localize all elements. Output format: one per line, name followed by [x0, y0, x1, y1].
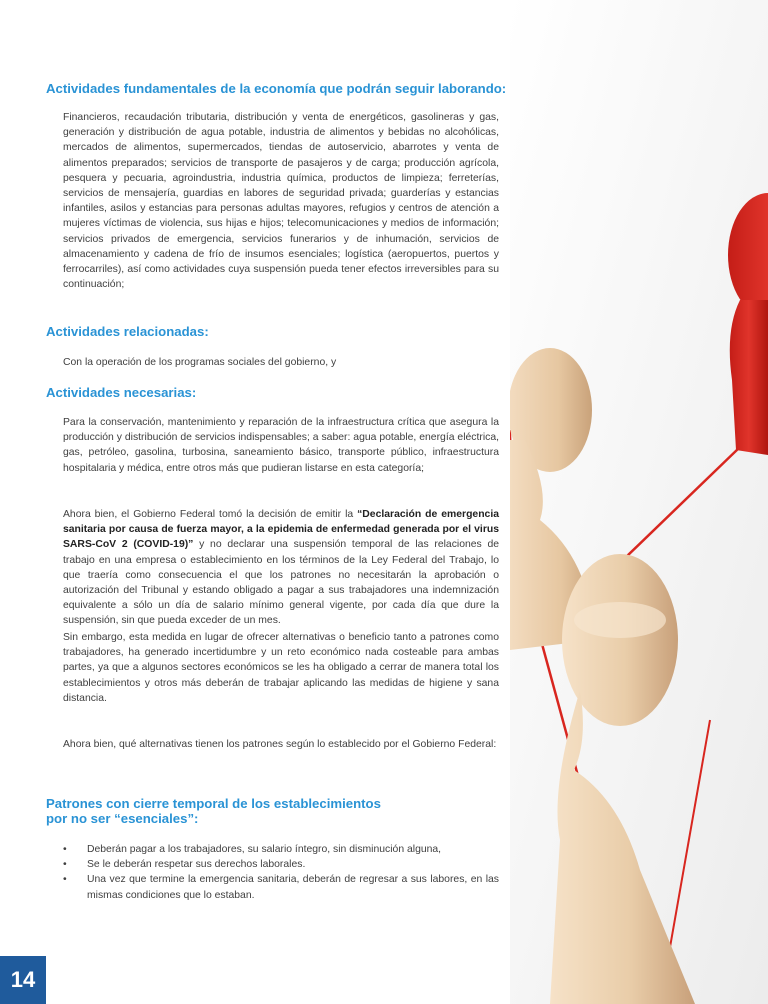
bullet-list-cierre — [63, 842, 499, 903]
figures-illustration — [510, 0, 768, 1004]
heading-actividades-fundamentales: Actividades fundamentales de la economía que podrán seguir laborando: — [46, 81, 507, 96]
declaracion-title: “Declaración de emergencia sanitaria por causa de fuerza mayor, a la epidemia de enfermedad generada por el virus SARS-CoV 2 (COVID-19)” — [63, 509, 499, 551]
network-figures-photo — [510, 0, 768, 1004]
page-number: 14 — [10, 967, 36, 992]
heading-patrones-cierre-line2: por no ser “esenciales”: — [46, 811, 199, 826]
heading-patrones-cierre — [46, 796, 486, 826]
declaracion-intro: Ahora bien, el Gobierno Federal tomó la decisión de emitir la — [63, 509, 358, 520]
list-item-text: Deberán pagar a los trabajadores, su salario íntegro, sin disminución alguna, — [87, 844, 442, 855]
photo-background — [510, 0, 768, 1004]
heading-actividades-necesarias: Actividades necesarias: — [46, 385, 197, 400]
paragraph-declaracion — [63, 507, 499, 629]
heading-patrones-cierre-line1: Patrones con cierre temporal de los establecimientos — [46, 796, 381, 811]
paragraph-actividades-fundamentales: Financieros, recaudación tributaria, distribución y venta de energéticos, gasolineras y gas, generación y distribución de agua potable, industria de alimentos y bebidas no alcohólicas, mercados de alimentos, supermercados, tiendas de autoservicio, abarrotes y venta de alimentos preparados; servicios de transporte de pasajeros y de carga; producción agrícola, pesquera y pecuaria, agroindustria, industria química, productos de limpieza; ferreterías, servicios de mensajería, guardias en labores de seguridad privada; guarderías y estancias infantiles, asilos y estancias para personas adultas mayores, refugios y centros de atención a mujeres víctimas de violencia, sus hijas e hijos; telecomunicaciones y medios de información; servicios privados de emergencia, servicios funerarios y de inhumación, servicios de almacenamiento y cadena de frío de insumos esenciales; logística (aeropuertos, puertos y ferrocarriles), así como actividades cuya suspensión pueda tener efectos irreversibles para su continuación; — [63, 112, 499, 291]
bullet-icon: • — [63, 874, 67, 886]
list-item — [63, 857, 499, 872]
list-item — [63, 872, 499, 902]
list-item — [63, 842, 499, 857]
bullet-icon: • — [63, 844, 67, 855]
list-item-text: Se le deberán respetar sus derechos laborales. — [87, 859, 306, 871]
paragraph-actividades-necesarias: Para la conservación, mantenimiento y reparación de la infraestructura crítica que asegura la producción y distribución de servicios indispensables; a saber: agua potable, energía eléctrica, gas, petróleo, gasolina, turbosina, saneamiento básico, transporte público, infraestructura hospitalaria y médica, entre otros más que pudieran listarse en esta categoría; — [63, 417, 499, 474]
declaracion-rest: y no declarar una suspensión temporal de las relaciones de trabajo en una empresa o establecimiento en los términos de la Ley Federal del Trabajo, lo que traería como consecuencia el que los patrones no necesitarán la aprobación o autorización del Tribunal y estando obligado a pagar a sus trabajadores una indemnización equivalente a sólo un día de salario mínimo general vigente, por cada día que dure la suspensión, sin que pueda exceder de un mes. — [63, 539, 500, 627]
paragraph-alternativas: Ahora bien, qué alternativas tienen los patrones según lo establecido por el Gobierno Federal: — [63, 739, 497, 750]
bullet-icon: • — [63, 859, 67, 871]
list-item-text: Una vez que termine la emergencia sanitaria, deberán de regresar a sus labores, en las mismas condiciones que lo estaban. — [87, 874, 499, 901]
paragraph-sin-embargo: Sin embargo, esta medida en lugar de ofrecer alternativas o beneficio tanto a patrones como trabajadores, ha generado incertidumbre y un reto económico nada costeable para ambas partes, ya que a algunos sectores económicos se les ha obligado a cerrar de manera total los establecimientos y otros más deberán de trabajar aplicando las medidas de higiene y sana distancia. — [63, 632, 499, 704]
heading-actividades-relacionadas: Actividades relacionadas: — [46, 324, 209, 339]
paragraph-actividades-relacionadas: Con la operación de los programas sociales del gobierno, y — [63, 357, 337, 368]
page-number-badge — [0, 956, 46, 1004]
